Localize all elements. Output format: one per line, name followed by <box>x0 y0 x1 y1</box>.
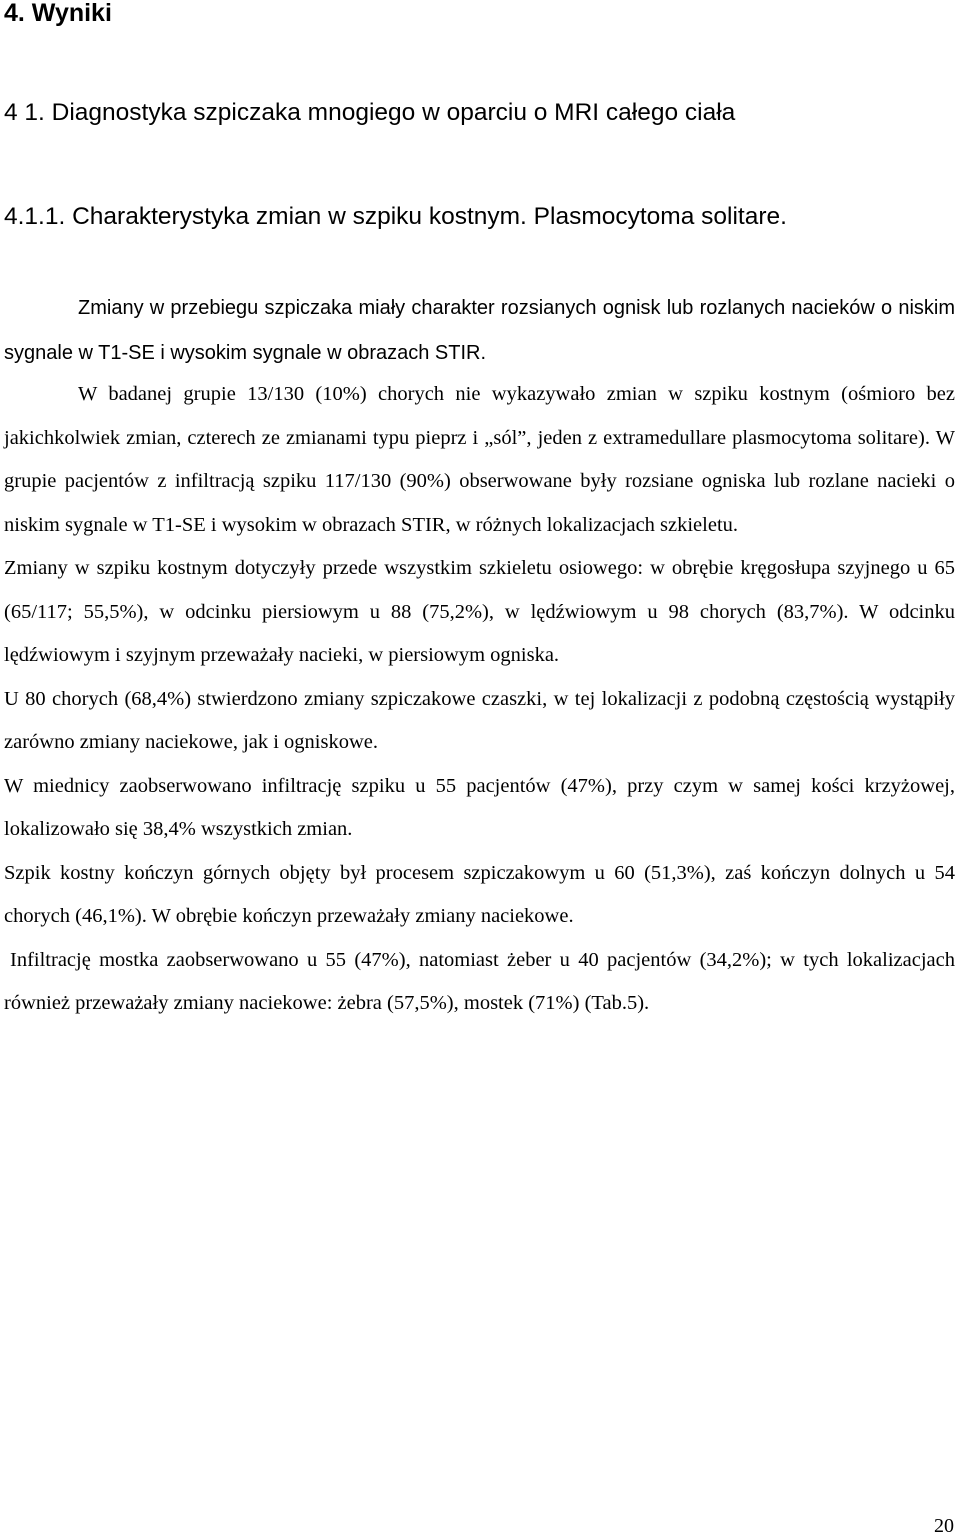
paragraph-axial-skeleton: Zmiany w szpiku kostnym dotyczyły przede wszystkim szkieletu osiowego: w obrębie kręgosłupa szyjnego u 65 (65/117; 55,5%), w odcinku piersiowym u 88 (75,2%), w lędźwiowym u 98 chorych (83,7%). W odcinku lędźwiowym i szyjnym przeważały nacieki, w piersiowym ogniska. <box>4 557 955 666</box>
subsection-heading: 4.1.1. Charakterystyka zmian w szpiku kostnym. Plasmocytoma solitare. <box>4 203 787 230</box>
paragraph-intro: Zmiany w przebiegu szpiczaka miały charakter rozsianych ognisk lub rozlanych nacieków o niskim sygnale w T1-SE i wysokim sygnale w obrazach STIR. <box>4 297 955 364</box>
intro-paragraph-block <box>4 286 955 376</box>
paragraph-study-group: W badanej grupie 13/130 (10%) chorych nie wykazywało zmian w szpiku kostnym (ośmioro bez jakichkolwiek zmian, czterech ze zmianami typu pieprz i „sól”, jeden z extramedullare plasmocytoma solitare). W grupie pacjentów z infiltracją szpiku 117/130 (90%) obserwowane były rozsiane ogniska lub rozlane nacieki o niskim sygnale w T1-SE i wysokim w obrazach STIR, w różnych lokalizacjach szkieletu. <box>4 383 955 536</box>
paragraph-sternum-ribs: Infiltrację mostka zaobserwowano u 55 (47%), natomiast żeber u 40 pacjentów (34,2%); w tych lokalizacjach również przeważały zmiany naciekowe: żebra (57,5%), mostek (71%) (Tab.5). <box>4 948 955 1014</box>
paragraph-limbs: Szpik kostny kończyn górnych objęty był procesem szpiczakowym u 60 (51,3%), zaś kończyn dolnych u 54 chorych (46,1%). W obrębie kończyn przeważały zmiany naciekowe. <box>4 861 955 927</box>
chapter-heading: 4. Wyniki <box>4 0 112 27</box>
paragraph-skull: U 80 chorych (68,4%) stwierdzono zmiany szpiczakowe czaszki, w tej lokalizacji z podobną częstością wystąpiły zarówno zmiany naciekowe, jak i ogniskowe. <box>4 687 955 753</box>
paragraph-pelvis: W miednicy zaobserwowano infiltrację szpiku u 55 pacjentów (47%), przy czym w samej kości krzyżowej, lokalizowało się 38,4% wszystkich zmian. <box>4 774 955 840</box>
body-text-block <box>4 373 955 1026</box>
section-heading: 4 1. Diagnostyka szpiczaka mnogiego w oparciu o MRI całego ciała <box>4 99 736 126</box>
page-number: 20 <box>934 1515 954 1537</box>
